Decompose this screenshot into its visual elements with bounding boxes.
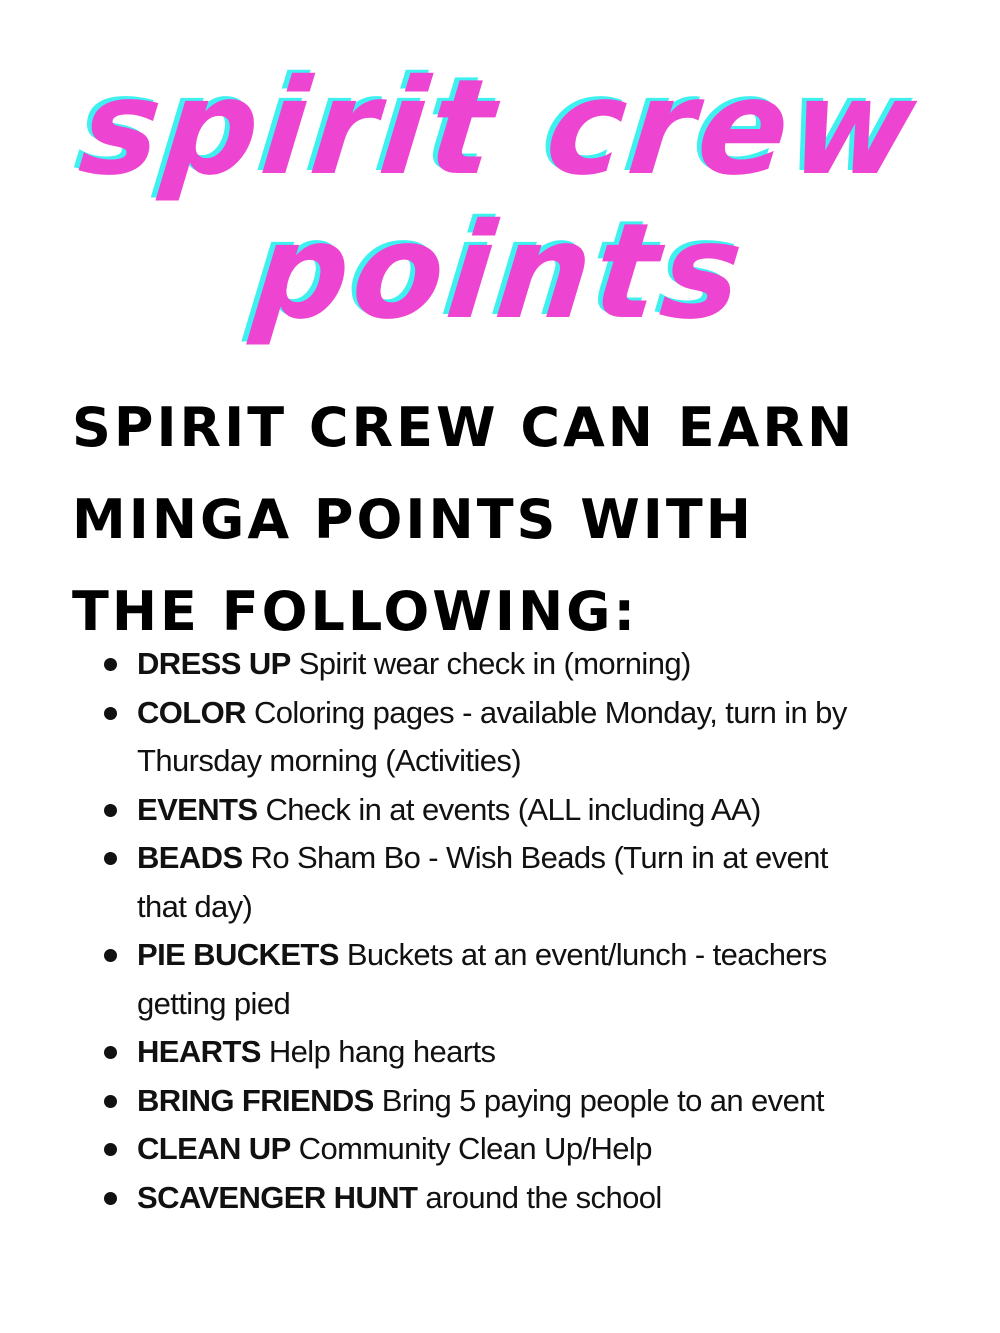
bullet-icon bbox=[104, 1095, 117, 1108]
item-description: around the school bbox=[425, 1179, 662, 1215]
bullet-icon bbox=[104, 949, 117, 962]
list-item-bring-friends bbox=[104, 1077, 824, 1126]
item-description: Bring 5 paying people to an event bbox=[381, 1082, 824, 1118]
subtitle-line-3: THE FOLLOWING: bbox=[72, 580, 639, 643]
item-keyword: SCAVENGER HUNT bbox=[137, 1179, 418, 1215]
item-keyword: COLOR bbox=[137, 694, 246, 730]
list-item-color bbox=[104, 689, 847, 786]
bullet-icon bbox=[104, 852, 117, 865]
item-description: Check in at events (ALL including AA) bbox=[265, 791, 761, 827]
item-keyword: BEADS bbox=[137, 840, 243, 875]
item-keyword: BRING FRIENDS bbox=[137, 1082, 374, 1118]
title-line-1: spirit crew bbox=[73, 51, 927, 205]
points-list bbox=[104, 640, 934, 1222]
item-description-cont: getting pied bbox=[137, 985, 291, 1021]
bullet-icon bbox=[104, 804, 117, 817]
bullet-icon bbox=[104, 1046, 117, 1059]
list-item-pie-buckets bbox=[104, 931, 827, 1028]
item-description: Buckets at an event/lunch - teachers bbox=[346, 937, 827, 972]
item-keyword: CLEAN UP bbox=[137, 1131, 291, 1166]
list-item-events bbox=[104, 786, 761, 835]
item-keyword: HEARTS bbox=[137, 1034, 261, 1069]
item-description: Coloring pages - available Monday, turn in by bbox=[253, 694, 847, 730]
list-item-clean-up bbox=[104, 1125, 652, 1174]
item-description: Ro Sham Bo - Wish Beads (Turn in at event bbox=[250, 840, 828, 875]
item-description: Spirit wear check in (morning) bbox=[298, 646, 691, 681]
bullet-icon bbox=[104, 1143, 117, 1156]
item-description: Help hang hearts bbox=[268, 1034, 496, 1069]
item-keyword: PIE BUCKETS bbox=[137, 937, 339, 972]
list-item-beads bbox=[104, 834, 828, 931]
bullet-icon bbox=[104, 1192, 117, 1205]
list-item-hearts bbox=[104, 1028, 495, 1077]
bullet-icon bbox=[104, 707, 117, 720]
list-item-scavenger-hunt bbox=[104, 1174, 662, 1223]
list-item-dress-up bbox=[104, 640, 691, 689]
item-keyword: DRESS UP bbox=[137, 646, 291, 681]
subtitle-line-2: MINGA POINTS WITH bbox=[72, 488, 754, 551]
item-description-cont: Thursday morning (Activities) bbox=[137, 743, 521, 778]
bullet-icon bbox=[104, 658, 117, 671]
subtitle bbox=[72, 382, 952, 658]
title-line-2: points bbox=[246, 195, 754, 349]
item-keyword: EVENTS bbox=[137, 791, 258, 827]
subtitle-line-1: SPIRIT CREW CAN EARN bbox=[72, 396, 856, 459]
item-description-cont: that day) bbox=[137, 888, 253, 924]
item-description: Community Clean Up/Help bbox=[298, 1131, 652, 1166]
